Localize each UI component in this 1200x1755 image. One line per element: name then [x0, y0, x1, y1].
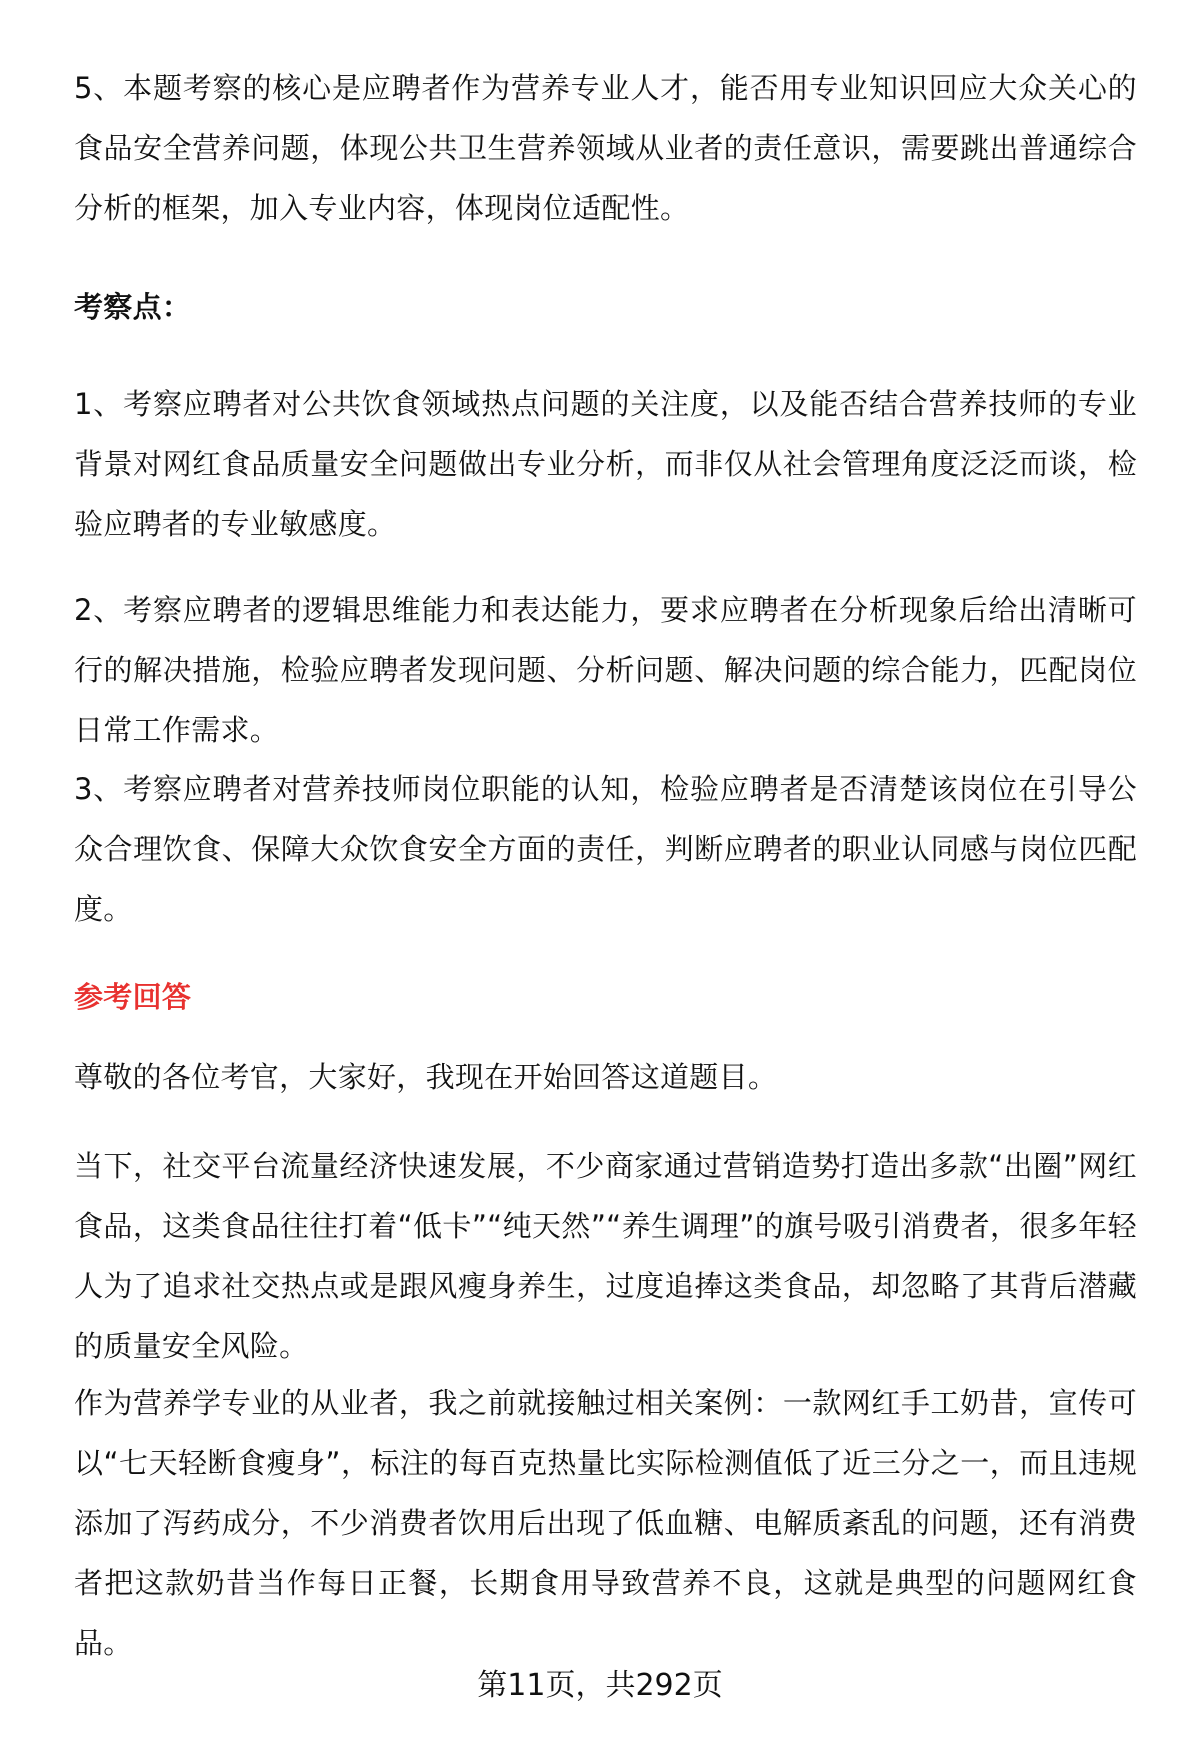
answer-paragraph-1: 当下，社交平台流量经济快速发展，不少商家通过营销造势打造出多款“出圈”网红食品，这类食品往往打着“低卡”“纯天然”“养生调理”的旗号吸引消费者，很多年轻人为了追求社交热点或是跟风瘦身养生，过度追捧这类食品，却忽略了其背后潜藏的质量安全风险。	[74, 1149, 1137, 1363]
exam-point-3: 3、考察应聘者对营养技师岗位职能的认知，检验应聘者是否清楚该岗位在引导公众合理饮食、保障大众饮食安全方面的责任，判断应聘者的职业认同感与岗位匹配度。	[74, 772, 1137, 926]
answer-paragraph-2: 作为营养学专业的从业者，我之前就接触过相关案例：一款网红手工奶昔，宣传可以“七天轻断食瘦身”，标注的每百克热量比实际检测值低了近三分之一，而且违规添加了泻药成分，不少消费者饮用后出现了低血糖、电解质紊乱的问题，还有消费者把这款奶昔当作每日正餐，长期食用导致营养不良，这就是典型的问题网红食品。	[74, 1386, 1137, 1660]
answer-greeting: 尊敬的各位考官，大家好，我现在开始回答这道题目。	[74, 1060, 778, 1094]
exam-point-1: 1、考察应聘者对公共饮食领域热点问题的关注度，以及能否结合营养技师的专业背景对网红食品质量安全问题做出专业分析，而非仅从社会管理角度泛泛而谈，检验应聘者的专业敏感度。	[74, 387, 1137, 541]
section-heading-exam-points: 考察点：	[74, 290, 192, 324]
section-heading-reference-answer: 参考回答	[74, 980, 192, 1014]
exam-point-2: 2、考察应聘者的逻辑思维能力和表达能力，要求应聘者在分析现象后给出清晰可行的解决措施，检验应聘者发现问题、分析问题、解决问题的综合能力，匹配岗位日常工作需求。	[74, 593, 1137, 747]
page-number-footer: 第11页，共292页	[477, 1668, 723, 1703]
paragraph-point-5: 5、本题考察的核心是应聘者作为营养专业人才，能否用专业知识回应大众关心的食品安全营养问题，体现公共卫生营养领域从业者的责任意识，需要跳出普通综合分析的框架，加入专业内容，体现岗位适配性。	[74, 71, 1137, 225]
